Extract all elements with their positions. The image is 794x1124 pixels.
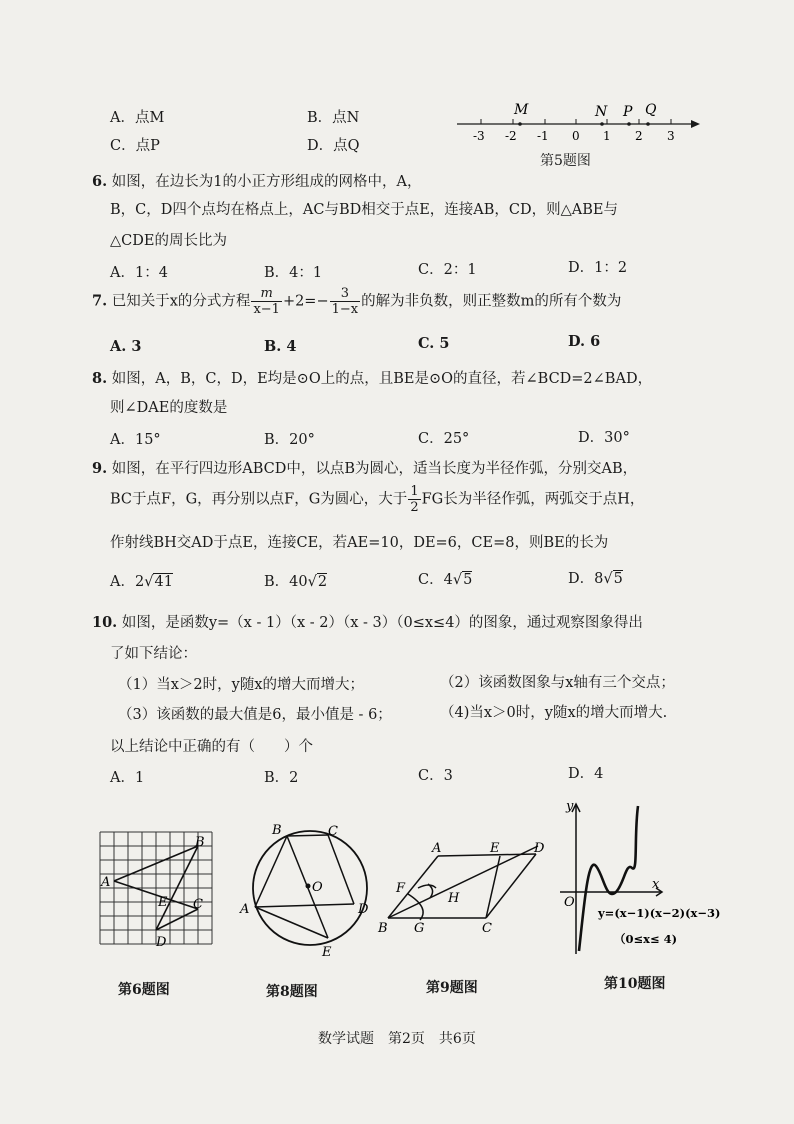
- figure-8-circle: [232, 820, 382, 960]
- q10-conclusion-4: （4)当x＞0时，y随x的增大而增大.: [440, 705, 668, 721]
- page-footer: 数学试题 第2页 共6页: [318, 1031, 476, 1047]
- q10-conclusion-1: （1）当x＞2时，y随x的增大而增大；: [118, 677, 364, 693]
- q10-conclusion-2: （2）该函数图象与x轴有三个交点；: [440, 675, 675, 691]
- point-m-label: M: [514, 102, 529, 118]
- q8-line1: 8. 如图，A，B，C，D，E均是⊙O上的点，且BE是⊙O的直径，若∠BCD=2∠BAD，: [92, 370, 653, 387]
- q8-option-d: D．30°: [578, 430, 630, 446]
- q7-option-d: D. 6: [568, 333, 601, 350]
- q8-option-b: B．20°: [264, 432, 315, 448]
- fig9-label-d: D: [534, 841, 545, 856]
- fig6-label-a: A: [101, 875, 111, 890]
- number-line-figure: [455, 98, 705, 150]
- q10-line1: 10. 如图，是函数y=（x - 1）（x - 2）（x - 3）（0≤x≤4）的图象，通过观察图象得出: [92, 614, 643, 631]
- q10-option-c: C．3: [418, 768, 453, 784]
- point-n-label: N: [595, 104, 608, 120]
- q8-option-a: A．15°: [110, 432, 161, 448]
- fig9-label-c: C: [482, 921, 492, 936]
- figure-9-parallelogram: [378, 836, 558, 946]
- q10-option-d: D．4: [568, 766, 604, 782]
- tick-minus3: -3: [473, 129, 485, 143]
- q8-option-c: C．25°: [418, 431, 470, 447]
- fig10-label-y: y: [566, 799, 574, 814]
- q9-line3: 作射线BH交AD于点E，连接CE，若AE=10，DE=6，CE=8，则BE的长为: [110, 535, 609, 551]
- fig6-caption: 第6题图: [118, 982, 170, 998]
- fig10-domain: （0≤x≤ 4): [614, 932, 678, 946]
- tick-1: 1: [603, 129, 611, 143]
- q5-caption: 第5题图: [540, 153, 591, 169]
- fig6-label-c: C: [193, 897, 203, 912]
- q9-line1: 9. 如图，在平行四边形ABCD中，以点B为圆心，适当长度为半径作弧，分别交AB，: [92, 460, 638, 477]
- q9-line2: BC于点F，G，再分别以点F，G为圆心，大于 $\frac{1}{2}$ FG长为半径作弧，两弧交于点H，: [110, 484, 645, 515]
- q6-option-a: A．1：4: [110, 265, 168, 281]
- fig8-label-o: O: [312, 880, 323, 895]
- fig8-label-a: A: [240, 902, 250, 917]
- tick-2: 2: [635, 129, 643, 143]
- fig8-label-c: C: [328, 824, 338, 839]
- tick-0: 0: [572, 129, 580, 143]
- q10-line5: 以上结论中正确的有（ ）个: [110, 739, 313, 755]
- fig10-caption: 第10题图: [604, 976, 666, 992]
- fig9-label-a: A: [432, 841, 442, 856]
- point-p-label: P: [623, 104, 633, 120]
- fig9-caption: 第9题图: [426, 980, 478, 996]
- fig9-label-h: H: [448, 891, 460, 906]
- q10-option-a: A．1: [110, 770, 145, 786]
- q9-option-b: B．40√2: [264, 574, 328, 590]
- fig9-label-b: B: [378, 921, 388, 936]
- fig10-label-x: x: [652, 877, 660, 892]
- q7-option-c: C. 5: [418, 335, 450, 352]
- q9-option-d: D．8√5: [568, 571, 623, 587]
- q6-option-c: C．2：1: [418, 262, 477, 278]
- fig8-caption: 第8题图: [266, 984, 318, 1000]
- figure-6-grid: [92, 828, 222, 958]
- fig8-label-e: E: [322, 945, 332, 960]
- q5-option-c: C．点P: [110, 138, 160, 154]
- fig8-label-b: B: [272, 823, 282, 838]
- q7-option-b: B. 4: [264, 338, 297, 355]
- fig9-label-e: E: [490, 841, 500, 856]
- fig9-label-f: F: [396, 881, 406, 896]
- fig9-label-g: G: [414, 921, 425, 936]
- fig10-label-o: O: [564, 895, 575, 910]
- q6-option-b: B．4：1: [264, 265, 323, 281]
- tick-3: 3: [667, 129, 675, 143]
- q6-line3: △CDE的周长比为: [110, 233, 227, 249]
- q7-line1: 7. 已知关于x的分式方程 $\frac{m}{x-1}$ +2=− $\frac{3}{1-x}$ 的解为非负数，则正整数m的所有个数为: [92, 286, 622, 317]
- fig6-label-e: E: [158, 895, 168, 910]
- q6-option-d: D．1：2: [568, 260, 628, 276]
- q9-option-a: A．2√41: [110, 574, 173, 590]
- q5-option-b: B．点N: [307, 110, 360, 126]
- fig8-label-d: D: [358, 902, 369, 917]
- q9-option-c: C．4√5: [418, 572, 473, 588]
- tick-minus1: -1: [537, 129, 549, 143]
- fig10-formula: y=(x−1)(x−2)(x−3): [598, 906, 721, 920]
- q6-line1: 6. 如图，在边长为1的小正方形组成的网格中，A，: [92, 173, 422, 190]
- q10-option-b: B．2: [264, 770, 299, 786]
- fig6-label-b: B: [195, 835, 205, 850]
- q5-option-a: A．点M: [110, 110, 165, 126]
- fig6-label-d: D: [156, 935, 167, 950]
- q10-line2: 了如下结论：: [110, 646, 197, 662]
- q10-conclusion-3: （3）该函数的最大值是6，最小值是 - 6；: [118, 707, 392, 723]
- point-q-label: Q: [645, 102, 657, 118]
- figure-10-graph: [556, 796, 721, 956]
- tick-minus2: -2: [505, 129, 517, 143]
- q7-option-a: A. 3: [110, 338, 142, 355]
- q6-line2: B，C，D四个点均在格点上，AC与BD相交于点E，连接AB，CD，则△ABE与: [110, 202, 619, 218]
- q8-line2: 则∠DAE的度数是: [110, 400, 228, 416]
- q5-option-d: D．点Q: [307, 138, 360, 154]
